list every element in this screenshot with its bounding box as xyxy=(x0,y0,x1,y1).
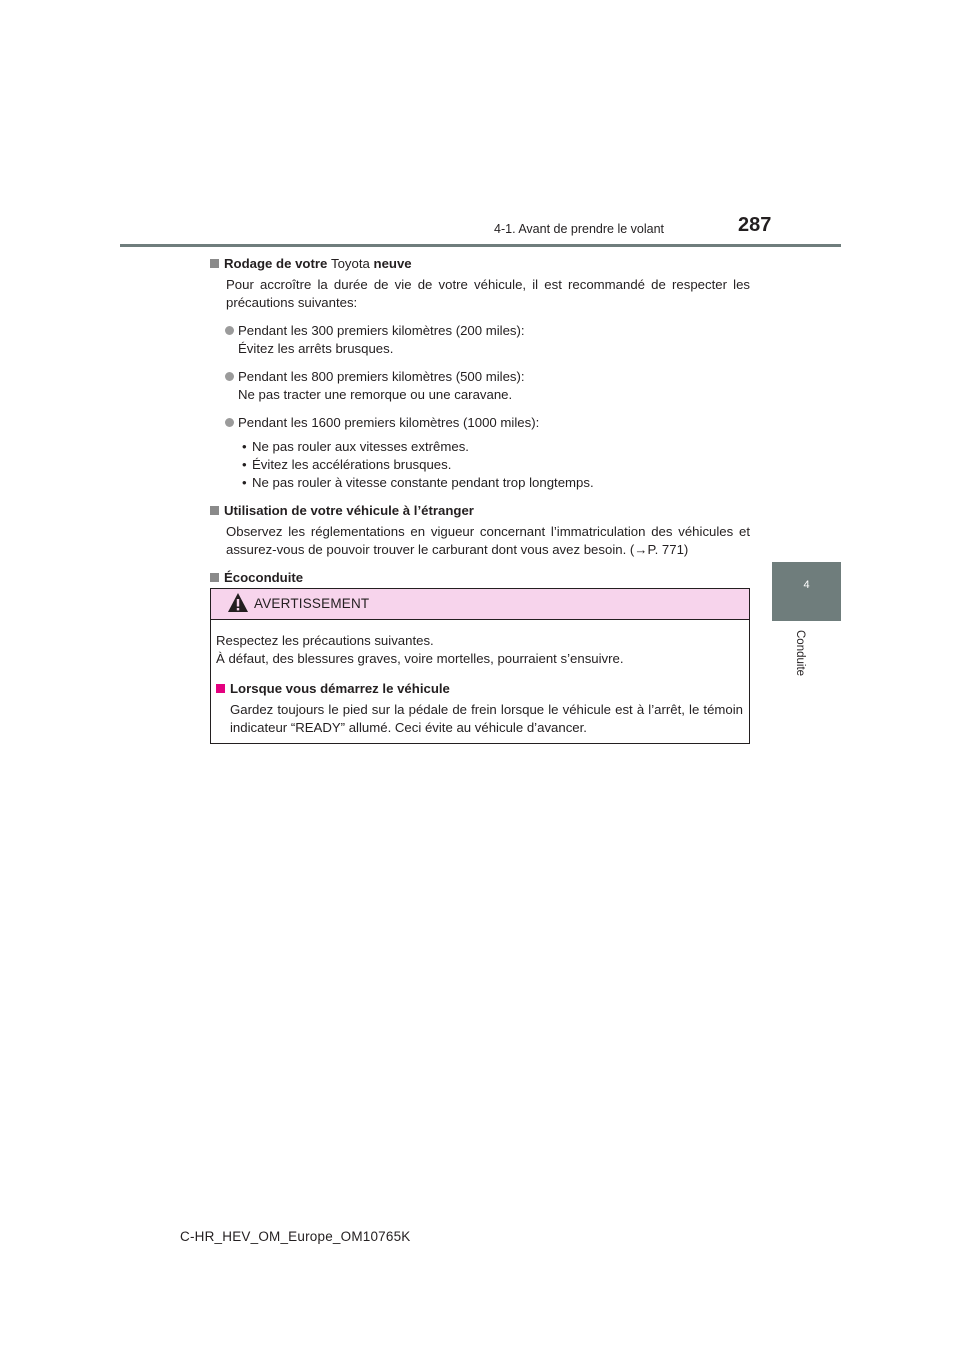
round-bullet-icon xyxy=(225,418,234,427)
sub-list-item: • Évitez les accélérations brusques. xyxy=(242,456,750,474)
square-bullet-icon xyxy=(210,259,219,268)
warning-sub-body: Gardez toujours le pied sur la pédale de frein lorsque le véhicule est à l’arrêt, le témoin indicateur “READY” allumé. Ceci évite au véhicule d’avancer. xyxy=(230,702,743,735)
warning-triangle-icon xyxy=(227,592,249,614)
sub-list-item: • Ne pas rouler à vitesse constante pendant trop longtemps. xyxy=(242,474,750,492)
page-number: 287 xyxy=(738,214,772,236)
sub-list-item: • Ne pas rouler aux vitesses extrêmes. xyxy=(242,438,750,456)
list-item: Pendant les 300 premiers kilomètres (200 miles): Évitez les arrêts brusques. xyxy=(210,322,750,358)
section-title-ecoconduite: Écoconduite xyxy=(210,569,750,587)
square-bullet-icon xyxy=(210,506,219,515)
square-bullet-icon xyxy=(216,684,225,693)
warning-box xyxy=(210,588,750,744)
list-item: Pendant les 1600 premiers kilomètres (1000 miles): xyxy=(210,414,750,432)
chapter-number: 4 xyxy=(803,579,810,591)
document-code: C-HR_HEV_OM_Europe_OM10765K xyxy=(180,1229,411,1244)
list-item: Pendant les 800 premiers kilomètres (500 miles): Ne pas tracter une remorque ou une caravane. xyxy=(210,368,750,404)
sub-list xyxy=(210,438,750,492)
rodage-intro: Pour accroître la durée de vie de votre véhicule, il est recommandé de respecter les précautions suivantes: xyxy=(226,277,750,310)
warning-title: AVERTISSEMENT xyxy=(254,596,370,611)
warning-header xyxy=(211,589,749,620)
header-divider xyxy=(120,244,841,247)
chapter-label: Conduite xyxy=(794,630,806,677)
etranger-body: Observez les réglementations en vigueur concernant l’immatriculation des véhicules et assurez-vous de pouvoir trouver le carburant dont vous avez besoin. (→P. 771) xyxy=(226,524,750,557)
warning-intro: Respectez les précautions suivantes. À défaut, des blessures graves, voire mortelles, pourraient s’ensuivre. xyxy=(216,633,624,666)
page-content xyxy=(210,255,750,608)
warning-body xyxy=(211,620,749,737)
section-title-rodage: Rodage de votre Toyota neuve xyxy=(210,255,750,273)
round-bullet-icon xyxy=(225,326,234,335)
warning-subtitle: Lorsque vous démarrez le véhicule xyxy=(216,680,743,698)
header-section-title: 4-1. Avant de prendre le volant xyxy=(494,222,665,236)
chapter-tab[interactable] xyxy=(772,562,841,621)
round-bullet-icon xyxy=(225,372,234,381)
section-title-etranger: Utilisation de votre véhicule à l’étranger xyxy=(210,502,750,520)
square-bullet-icon xyxy=(210,573,219,582)
